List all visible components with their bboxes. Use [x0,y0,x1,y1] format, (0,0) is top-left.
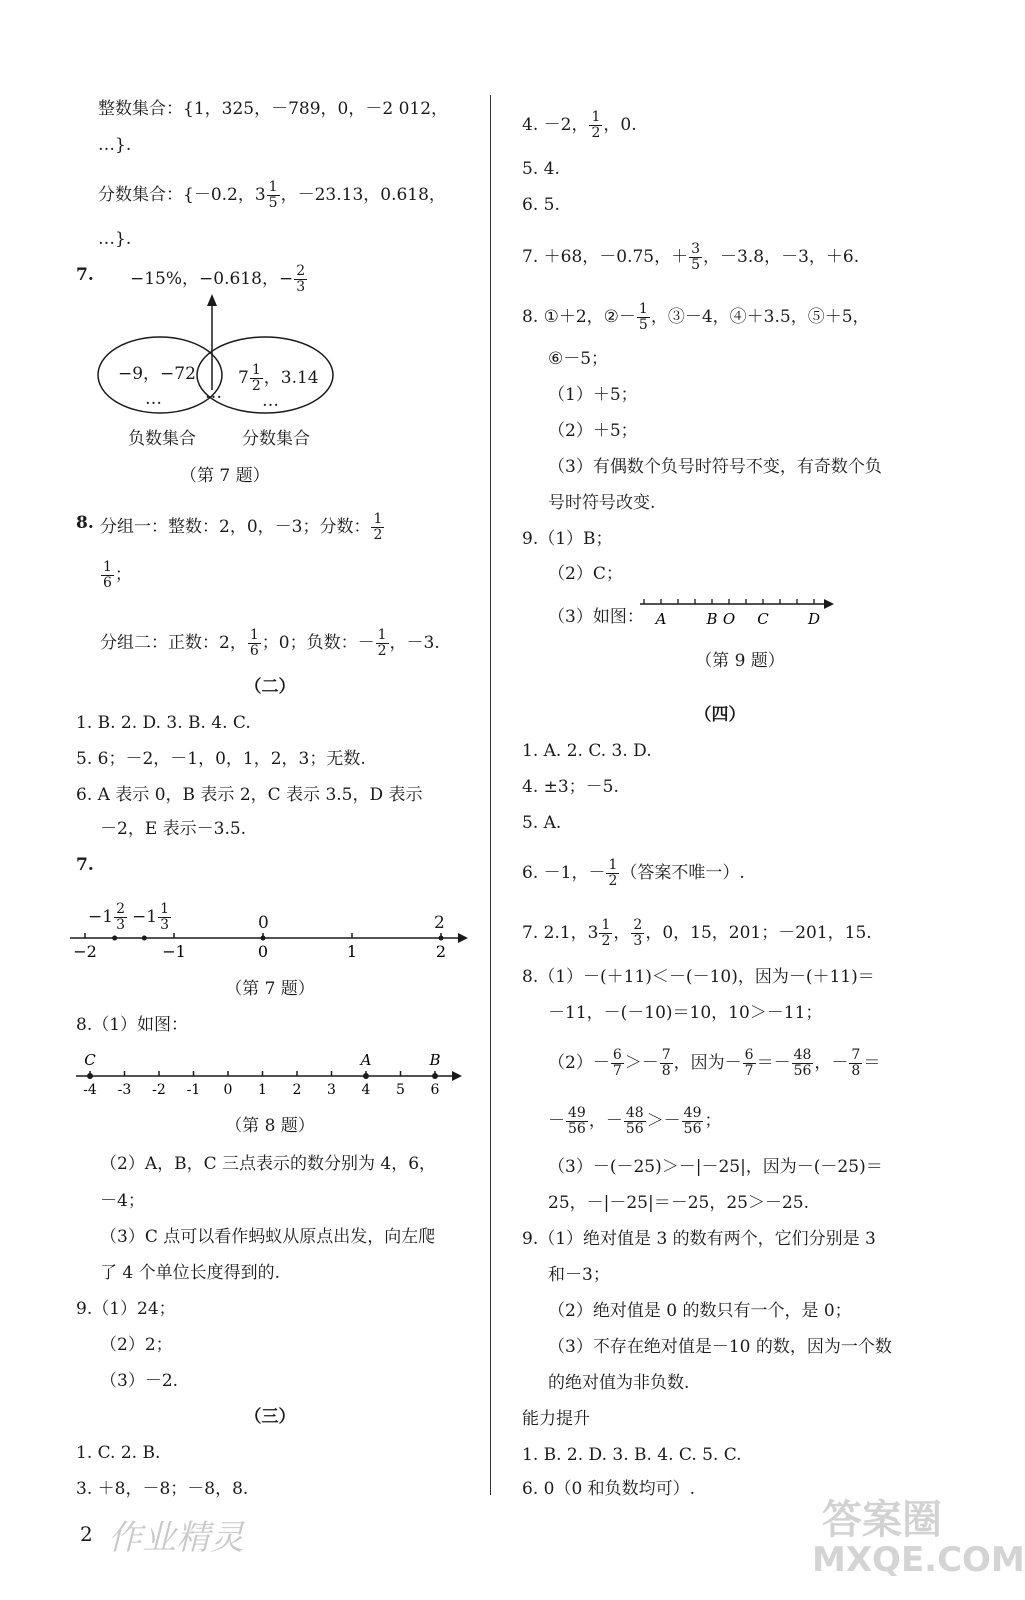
answer-line: 了 4 个单位长度得到的. [100,1263,281,1283]
number-line-q9 [636,594,846,636]
fraction-set-line: 分数集合：{－0.2，3 $\frac{1}{5}$ ，－23.13，0.618， [98,179,446,211]
fraction-set-end: …}. [98,229,132,249]
tick-label: −2 [73,942,97,961]
point-label: D [807,610,821,628]
answer-line: 1. B. 2. D. 3. B. 4. C. 5. C. [522,1445,742,1465]
point-dot [112,936,117,941]
fraction: $\frac{1}{5}$ [638,301,648,333]
section-heading-4: （四） [694,705,746,725]
fraction: $\frac{1}{2}$ [591,109,601,141]
point-dot [363,1073,369,1079]
answer-line: （3）不存在绝对值是－10 的数，因为一个数 [548,1337,892,1357]
section-heading-2: （二） [244,677,296,697]
nl7-top-label: 2 [434,913,445,933]
integer-set-end: …}. [98,135,132,155]
tick-label: 1 [346,942,358,961]
answer-line: 3. ＋8，－8；－8，8. [76,1479,249,1499]
answer-line: （3）－2. [100,1371,179,1391]
q8-group-two: 分组二：正数：2， $\frac{1}{6}$ ；0；负数：－ $\frac{1}{2}$ ，－3. [100,627,440,659]
answer-line: 25，－|－25|＝－25，25＞－25. [548,1193,810,1213]
watermark-site: MXQE.COM [812,1540,1025,1580]
answer-line: 6. －1，－ $\frac{1}{2}$ （答案不唯一）. [522,857,745,889]
figure-caption: （第 7 题） [180,466,270,486]
tick-label: 5 [396,1082,405,1098]
fraction: $\frac{7}{8}$ [851,1047,861,1079]
fraction: $\frac{1}{3}$ [160,901,169,933]
answer-line: 6. A 表示 0，B 表示 2，C 表示 3.5，D 表示 [76,785,423,805]
answer-line: 8.（1）－(＋11)＜－(－10)，因为－(＋11)＝ [522,967,875,987]
figure-caption: （第 8 题） [225,1116,315,1136]
answer-line: ⑥－5； [548,349,609,369]
fraction: $\frac{3}{5}$ [691,241,701,273]
answer-line: 5. 6；－2，－1，0，1，2，3；无数. [76,749,366,769]
venn-top-numbers: −15%，−0.618，− $\frac{2}{3}$ [130,263,306,295]
fraction: $\frac{6}{7}$ [612,1047,622,1079]
venn-right-content: 7 $\frac{1}{2}$ ，3.14 [238,362,319,394]
answer-line: （2）A，B，C 三点表示的数分别为 4，6， [100,1154,437,1174]
tick-label: -1 [186,1082,201,1098]
answer-line: （2）绝对值是 0 的数只有一个，是 0； [548,1301,852,1321]
fraction: $\frac{2}{3}$ [633,917,643,949]
watermark-brand: 答案圈 [822,1497,942,1543]
q8-group-one: 分组一：整数：2，0，－3；分数： $\frac{1}{2}$ [100,511,383,543]
answer-line: （2）2； [100,1335,173,1355]
tick-label: −1 [162,942,186,961]
figure-caption: （第 7 题） [225,979,315,999]
tick-label: 0 [257,942,269,961]
point-label: O [722,610,736,628]
tick-label: -2 [152,1082,166,1098]
point-dot [261,936,266,941]
column-divider [490,95,491,1495]
answer-line: 6. 0（0 和负数均可）. [522,1479,696,1499]
answer-line: － $\frac{49}{56}$ ，－ $\frac{48}{56}$ ＞－ $\frac{49}{56}$ ； [548,1105,722,1137]
watermark-text: 作业精灵 [108,1518,244,1558]
fraction: $\frac{2}{3}$ [116,901,125,933]
point-label: B [706,610,718,628]
tick-label: -4 [83,1082,97,1098]
answer-line: （2）－ $\frac{6}{7}$ ＞－ $\frac{7}{8}$ ，因为－ $\frac{6}{7}$ ＝－ $\frac{48}{56}$ ，－ $\frac{7}{8}$ ＝ [548,1047,881,1079]
nl7-top-label: 0 [258,913,269,933]
answer-line: －11，－(－10)＝10，10＞－11； [548,1003,823,1023]
number-line-q8 [70,1048,470,1100]
point-label: C [757,610,769,628]
fraction: $\frac{6}{7}$ [744,1047,754,1079]
point-dot [87,1073,93,1079]
answer-line: 1. B. 2. D. 3. B. 4. C. [76,713,251,733]
number-line-q7 [60,925,480,970]
answer-line: 7. 2.1，3 $\frac{1}{2}$ ， $\frac{2}{3}$ ，0，15，201；－201，15. [522,917,872,949]
answer-line: （3）如图： [548,607,644,627]
answer-line: （1）＋5； [548,385,638,405]
section-heading-ability: 能力提升 [522,1409,590,1429]
tick-label: 6 [430,1082,440,1098]
answer-line: 4. －2， $\frac{1}{2}$ ，0. [522,109,637,141]
tick-label: 1 [258,1082,267,1098]
point-dot [432,1073,438,1079]
venn-left-dots: … [145,389,162,409]
axis-arrow [458,933,468,943]
tick-label: 2 [292,1082,302,1098]
answer-line: 9.（1）绝对值是 3 的数有两个，它们分别是 3 [522,1229,876,1249]
fraction: $\frac{48}{56}$ [793,1047,812,1079]
fraction: $\frac{1}{6}$ [249,627,259,659]
answer-line: （2）C； [548,564,623,584]
axis-arrow [824,599,834,609]
answer-line: 1. A. 2. C. 3. D. [522,741,652,761]
point-label: C [84,1051,96,1069]
page-number: 2 [80,1522,93,1546]
answer-line: 的绝对值为非负数. [548,1373,690,1393]
answer-line: 6. 5. [522,195,560,215]
fraction: $\frac{1}{5}$ [268,179,278,211]
fraction: $\frac{49}{56}$ [568,1105,586,1137]
point-dot [439,936,444,941]
fraction: $\frac{48}{56}$ [625,1105,644,1137]
answer-line: 5. 4. [522,159,560,179]
fraction: $\frac{1}{2}$ [608,857,618,889]
answer-line: 4. ±3；－5. [522,777,619,797]
answer-line: 1. C. 2. B. [76,1443,161,1463]
answer-line: －4； [100,1191,145,1211]
fraction: $\frac{1}{2}$ [601,917,611,949]
fraction: $\frac{2}{3}$ [296,263,306,295]
answer-line: （2）＋5； [548,421,638,441]
question-number: 8. [76,513,94,533]
answer-line: 8.（1）如图： [76,1015,189,1035]
fraction: $\frac{1}{6}$ [103,559,112,591]
integer-set-line: 整数集合：{1，325，－789，0，－2 012， [98,99,449,119]
venn-middle-dots: … [205,383,222,403]
fraction: $\frac{1}{2}$ [251,362,261,394]
venn-label-negative: 负数集合 [128,429,196,449]
answer-line: 5. A. [522,813,562,833]
nl7-top-label: −1 $\frac{2}{3}$ [88,901,125,933]
venn-label-fraction: 分数集合 [242,429,310,449]
question-number: 7. [76,855,94,875]
fraction: $\frac{1}{2}$ [373,511,383,543]
answer-line: （3）－(－25)＞－|－25|，因为－(－25)＝ [548,1157,883,1177]
answer-line: 和－3； [548,1265,610,1285]
answer-line: 9.（1）24； [76,1299,176,1319]
nl7-top-label: −1 $\frac{1}{3}$ [132,901,169,933]
fraction: $\frac{7}{8}$ [661,1047,671,1079]
figure-caption: （第 9 题） [695,651,785,671]
answer-line: 8. ①＋2，②－ $\frac{1}{5}$ ，③－4，④＋3.5，⑤＋5， [522,301,870,333]
venn-left-content: −9，−72 [118,364,196,384]
section-heading-3: （三） [244,1407,296,1427]
venn-right-dots: … [262,391,279,411]
answer-line: 9.（1）B； [522,529,613,549]
tick-label: 2 [435,942,447,961]
tick-label: 4 [361,1082,371,1098]
axis-arrow [452,1071,462,1081]
answer-line: －2，E 表示－3.5. [100,819,247,839]
point-dot [142,936,147,941]
answer-line: 7. ＋68，－0.75，＋ $\frac{3}{5}$ ，－3.8，－3，＋6. [522,241,860,273]
answer-line: （3）C 点可以看作蚂蚁从原点出发，向左爬 [100,1227,436,1247]
q8-group-one-cont: $\frac{1}{6}$ ； [103,559,132,591]
venn-arrowhead [207,294,217,306]
tick-label: -3 [117,1082,132,1098]
question-number: 7. [76,265,94,285]
point-label: A [360,1051,372,1069]
tick-label: 0 [223,1082,233,1098]
answer-line: （3）有偶数个负号时符号不变，有奇数个负 [548,457,882,477]
point-label: A [655,610,667,628]
tick-label: 3 [327,1082,336,1098]
fraction: $\frac{49}{56}$ [683,1105,702,1137]
answer-line: 号时符号改变. [548,493,656,513]
point-label: B [429,1051,441,1069]
fraction: $\frac{1}{2}$ [377,627,387,659]
